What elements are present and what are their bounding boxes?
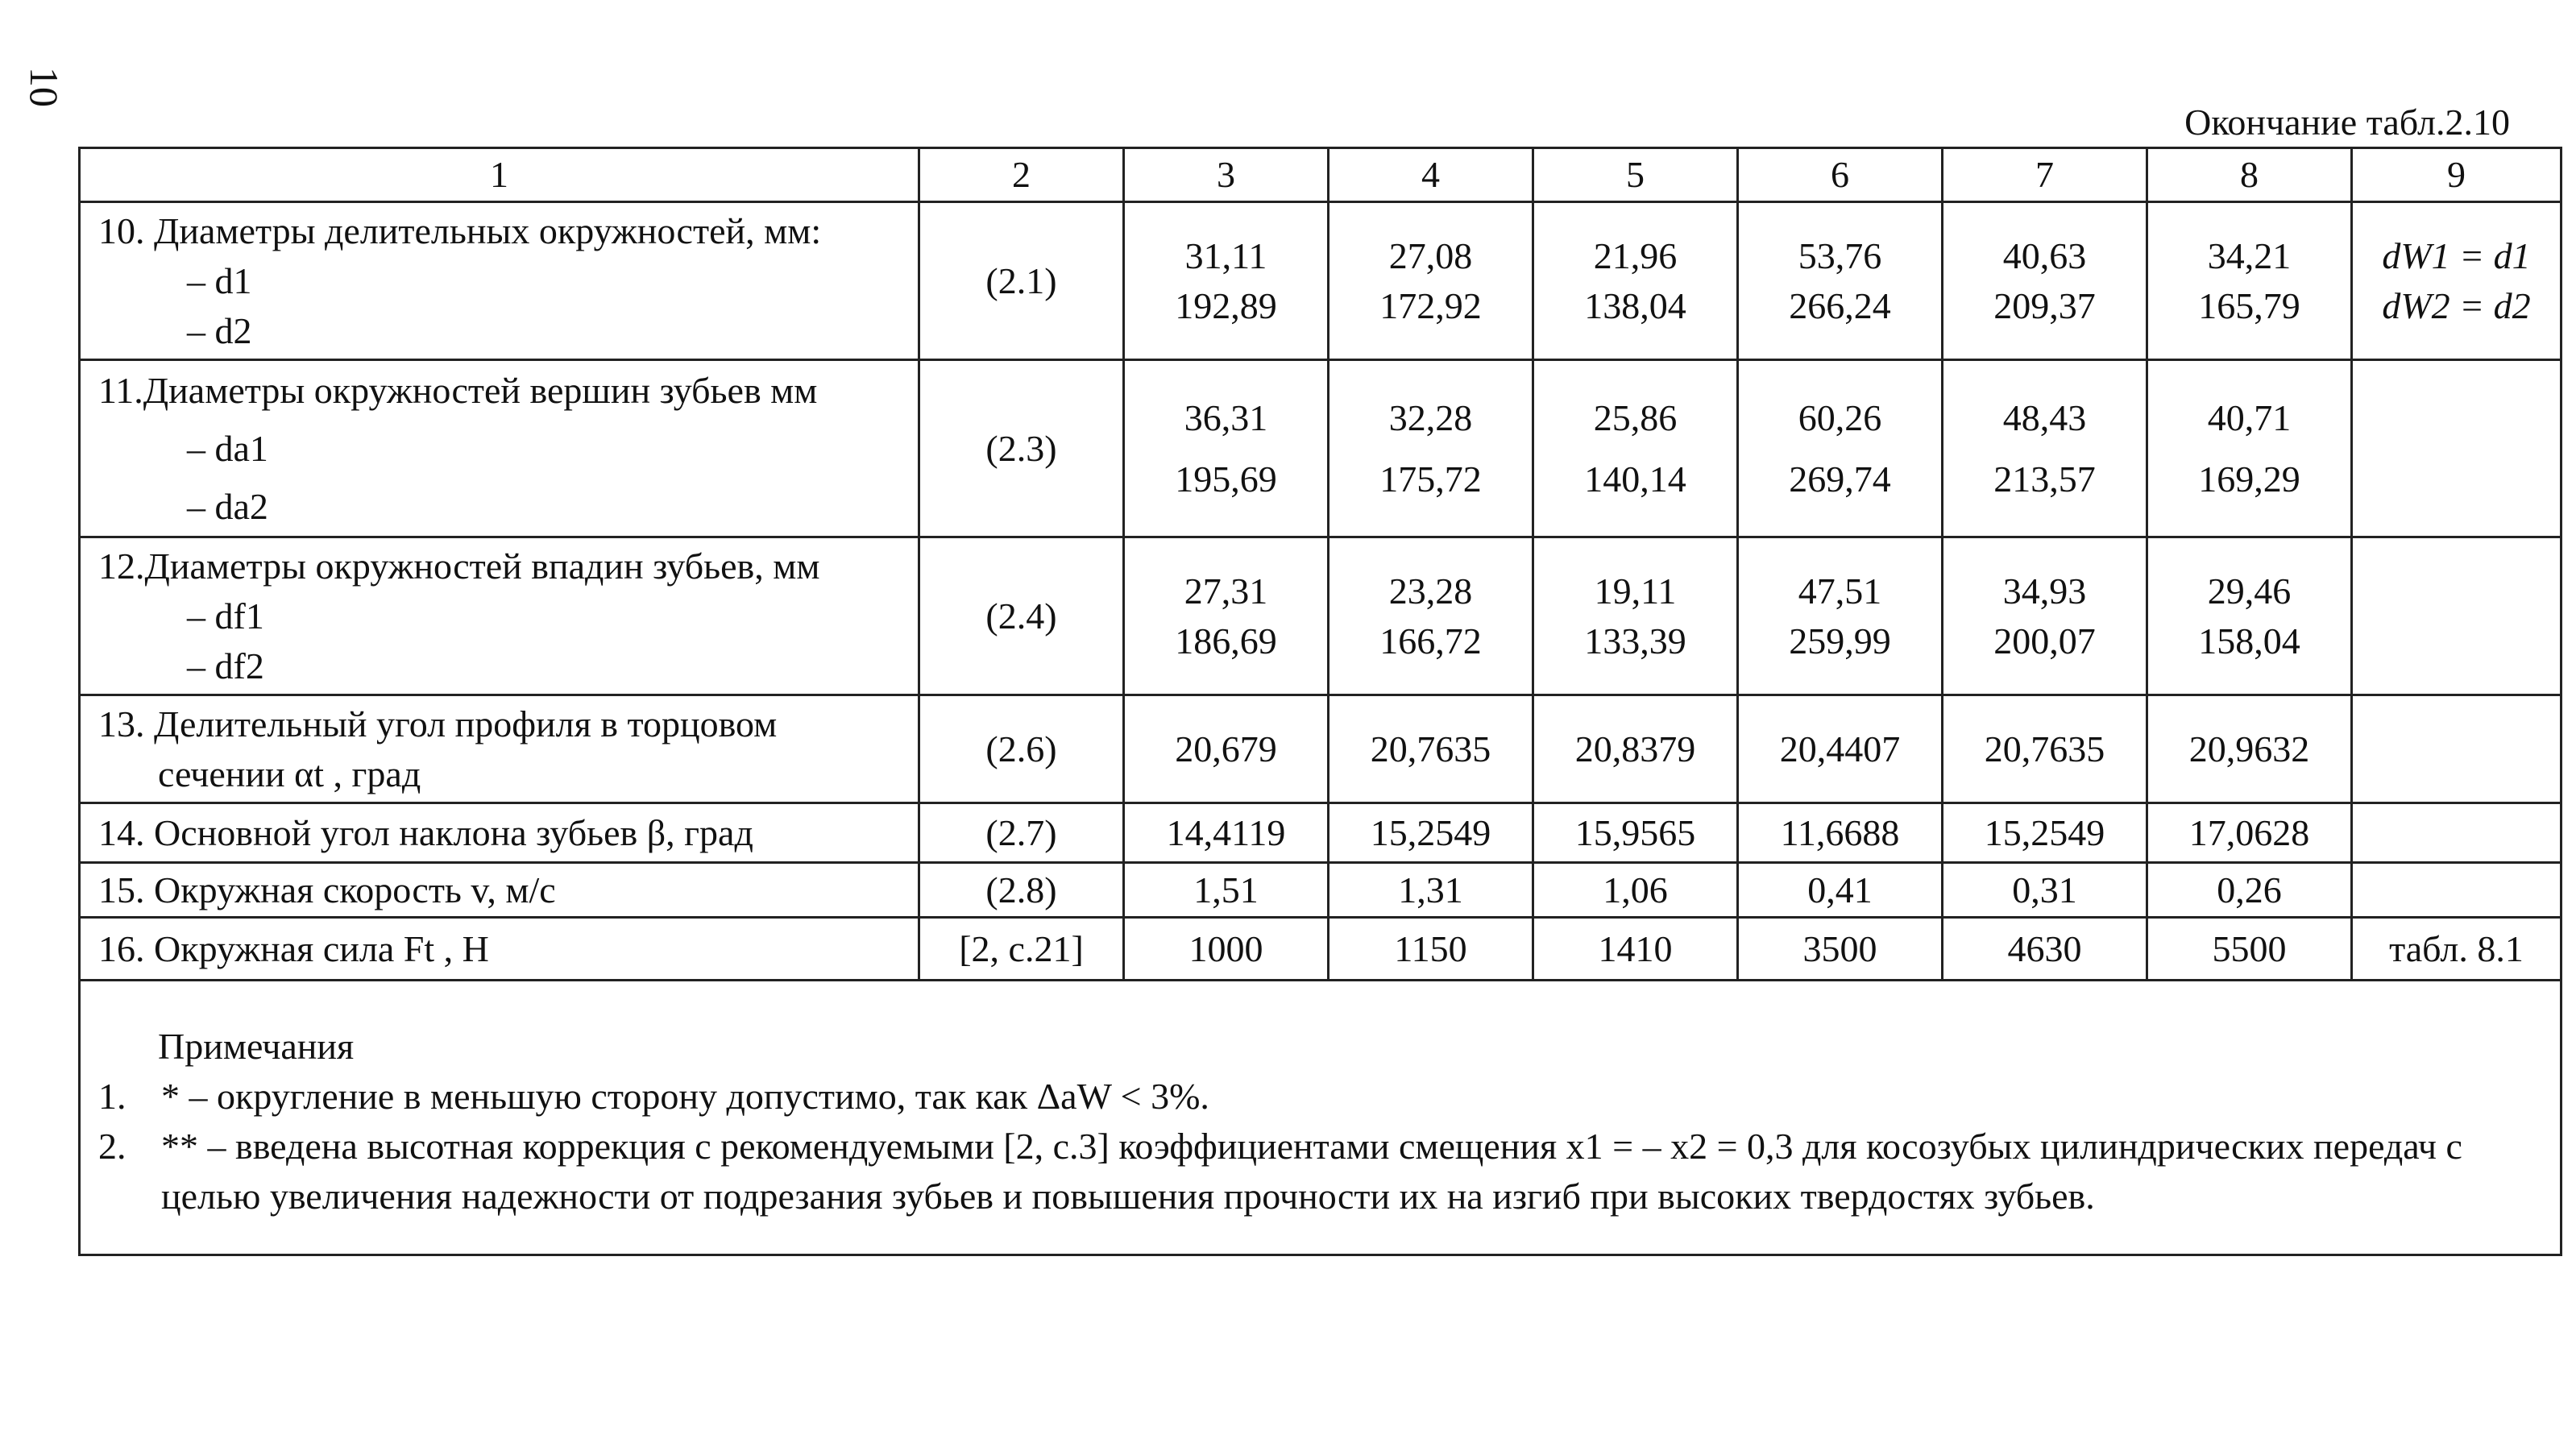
- table-caption: Окончание табл.2.10: [2184, 102, 2510, 143]
- param-title: 11.Диаметры окружностей вершин зубьев мм: [98, 369, 818, 411]
- param-title: 13. Делительный угол профиля в торцовом: [98, 703, 778, 744]
- notes-cell: [80, 981, 2561, 1255]
- param-sub: – da1: [187, 427, 268, 469]
- note-item: [98, 1122, 2541, 1221]
- value-cell: 1,51: [1124, 863, 1329, 918]
- header-cell: 2: [919, 148, 1124, 202]
- results-table: [78, 147, 2562, 1256]
- value-cell: 1150: [1329, 918, 1533, 981]
- param-sub: – d2: [187, 309, 252, 351]
- value-cell: 40,71 169,29: [2147, 360, 2352, 537]
- param-cell: [80, 360, 919, 537]
- ref-cell: (2.4): [919, 537, 1124, 695]
- value-cell: 27,08 172,92: [1329, 202, 1533, 360]
- value-cell: 60,26 269,74: [1738, 360, 1943, 537]
- value-cell: 29,46 158,04: [2147, 537, 2352, 695]
- param-title-line2: сечении αt , град: [158, 753, 421, 794]
- header-cell: 3: [1124, 148, 1329, 202]
- value-cell: 5500: [2147, 918, 2352, 981]
- value-cell: 27,31 186,69: [1124, 537, 1329, 695]
- notes-title: Примечания: [158, 1026, 355, 1067]
- param-sub: – d1: [187, 259, 252, 301]
- value-cell: 20,8379: [1533, 695, 1738, 803]
- ref-cell: [2, с.21]: [919, 918, 1124, 981]
- note-cell: [2352, 695, 2561, 803]
- value-cell: 14,4119: [1124, 803, 1329, 863]
- value-cell: 1410: [1533, 918, 1738, 981]
- note-number: 2.: [98, 1126, 127, 1167]
- value-cell: 20,9632: [2147, 695, 2352, 803]
- ref-cell: (2.1): [919, 202, 1124, 360]
- value-cell: 1,06: [1533, 863, 1738, 918]
- note-cell: табл. 8.1: [2352, 918, 2561, 981]
- note-cell: [2352, 360, 2561, 537]
- ref-cell: (2.7): [919, 803, 1124, 863]
- value-cell: 34,21 165,79: [2147, 202, 2352, 360]
- value-cell: 53,76 266,24: [1738, 202, 1943, 360]
- value-cell: 1000: [1124, 918, 1329, 981]
- table-row: [80, 695, 2561, 803]
- note-number: 1.: [98, 1076, 127, 1117]
- value-cell: 47,51 259,99: [1738, 537, 1943, 695]
- value-cell: 1,31: [1329, 863, 1533, 918]
- value-cell: 20,7635: [1943, 695, 2147, 803]
- header-cell: 7: [1943, 148, 2147, 202]
- value-cell: 21,96 138,04: [1533, 202, 1738, 360]
- header-row: [80, 148, 2561, 202]
- param-cell: [80, 695, 919, 803]
- table-row: [80, 918, 2561, 981]
- note-text: * – округление в меньшую сторону допустимо, так как ΔaW < 3%.: [161, 1076, 1209, 1117]
- value-cell: 15,2549: [1329, 803, 1533, 863]
- param-cell: [80, 537, 919, 695]
- param-title: 15. Окружная скорость v, м/с: [80, 863, 919, 918]
- value-cell: 34,93 200,07: [1943, 537, 2147, 695]
- value-cell: 17,0628: [2147, 803, 2352, 863]
- value-cell: 36,31 195,69: [1124, 360, 1329, 537]
- value-cell: 40,63 209,37: [1943, 202, 2147, 360]
- param-sub: – df1: [187, 595, 264, 637]
- notes-row: [80, 981, 2561, 1255]
- note-cell: dW1 = d1 dW2 = d2: [2352, 202, 2561, 360]
- note-item: [98, 1072, 2541, 1122]
- param-title: 14. Основной угол наклона зубьев β, град: [80, 803, 919, 863]
- table-row: [80, 537, 2561, 695]
- param-sub: – da2: [187, 485, 268, 527]
- value-cell: 48,43 213,57: [1943, 360, 2147, 537]
- value-cell: 20,4407: [1738, 695, 1943, 803]
- value-cell: 3500: [1738, 918, 1943, 981]
- ref-cell: (2.6): [919, 695, 1124, 803]
- header-cell: 5: [1533, 148, 1738, 202]
- header-cell: 4: [1329, 148, 1533, 202]
- table-row: [80, 360, 2561, 537]
- value-cell: 32,28 175,72: [1329, 360, 1533, 537]
- table-row: [80, 863, 2561, 918]
- param-title: 16. Окружная сила Ft , Н: [80, 918, 919, 981]
- ref-cell: (2.8): [919, 863, 1124, 918]
- value-cell: 19,11 133,39: [1533, 537, 1738, 695]
- value-cell: 23,28 166,72: [1329, 537, 1533, 695]
- param-title: 12.Диаметры окружностей впадин зубьев, мм: [98, 545, 820, 587]
- value-cell: 20,679: [1124, 695, 1329, 803]
- note-cell: [2352, 803, 2561, 863]
- note-cell: [2352, 863, 2561, 918]
- page-number: 10: [22, 67, 67, 107]
- param-cell: [80, 202, 919, 360]
- param-title: 10. Диаметры делительных окружностей, мм:: [98, 209, 822, 251]
- value-cell: 25,86 140,14: [1533, 360, 1738, 537]
- value-cell: 11,6688: [1738, 803, 1943, 863]
- header-cell: 8: [2147, 148, 2352, 202]
- header-cell: 9: [2352, 148, 2561, 202]
- header-cell: 1: [80, 148, 919, 202]
- param-sub: – df2: [187, 645, 264, 686]
- value-cell: 0,26: [2147, 863, 2352, 918]
- value-cell: 0,41: [1738, 863, 1943, 918]
- value-cell: 31,11 192,89: [1124, 202, 1329, 360]
- table-row: [80, 803, 2561, 863]
- value-cell: 15,9565: [1533, 803, 1738, 863]
- value-cell: 0,31: [1943, 863, 2147, 918]
- value-cell: 20,7635: [1329, 695, 1533, 803]
- ref-cell: (2.3): [919, 360, 1124, 537]
- value-cell: 15,2549: [1943, 803, 2147, 863]
- header-cell: 6: [1738, 148, 1943, 202]
- table-row: [80, 202, 2561, 360]
- note-cell: [2352, 537, 2561, 695]
- note-text: ** – введена высотная коррекция с рекомендуемыми [2, с.3] коэффициентами смещения x1 = – x2 = 0,3 для косозубых цилиндрических передач с целью увеличения надежности от подрезания зубьев и повышения прочности их на изгиб при высоких твердостях зубьев.: [161, 1126, 2462, 1217]
- value-cell: 4630: [1943, 918, 2147, 981]
